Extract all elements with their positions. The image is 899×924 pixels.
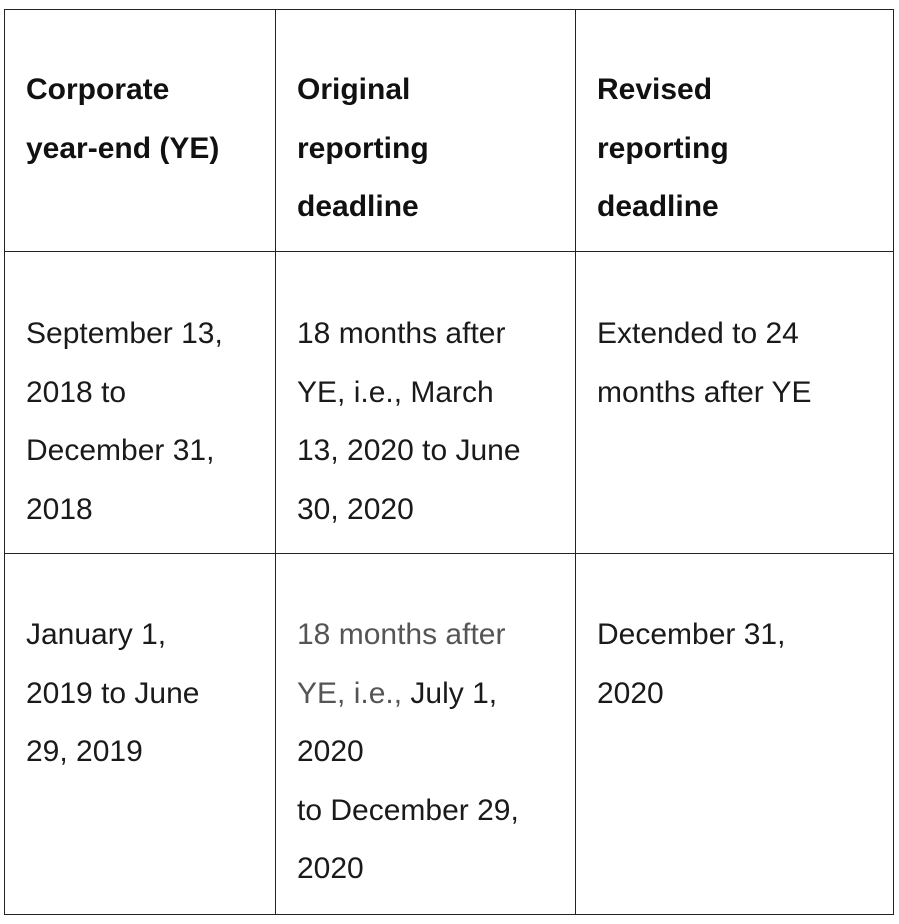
header-corporate-year-end: Corporate year-end (YE): [5, 10, 276, 252]
muted-text: YE, i.e.,: [297, 676, 411, 710]
revised-deadline-cell: December 31, 2020: [576, 554, 894, 915]
header-revised-deadline: Revised reporting deadline: [576, 10, 894, 252]
table-row: [5, 252, 894, 554]
reporting-deadline-table: [4, 9, 894, 915]
table-row: [5, 554, 894, 915]
original-deadline-cell: 18 months after YE, i.e., March 13, 2020 to June 30, 2020: [276, 252, 576, 554]
header-row: [5, 10, 894, 252]
original-deadline-cell: 18 months after YE, i.e., July 1, 2020 to December 29, 2020: [276, 554, 576, 915]
year-end-cell: January 1, 2019 to June 29, 2019: [5, 554, 276, 915]
year-end-cell: September 13, 2018 to December 31, 2018: [5, 252, 276, 554]
header-original-deadline: Original reporting deadline: [276, 10, 576, 252]
revised-deadline-cell: Extended to 24 months after YE: [576, 252, 894, 554]
date-text: July 1,: [410, 676, 498, 710]
